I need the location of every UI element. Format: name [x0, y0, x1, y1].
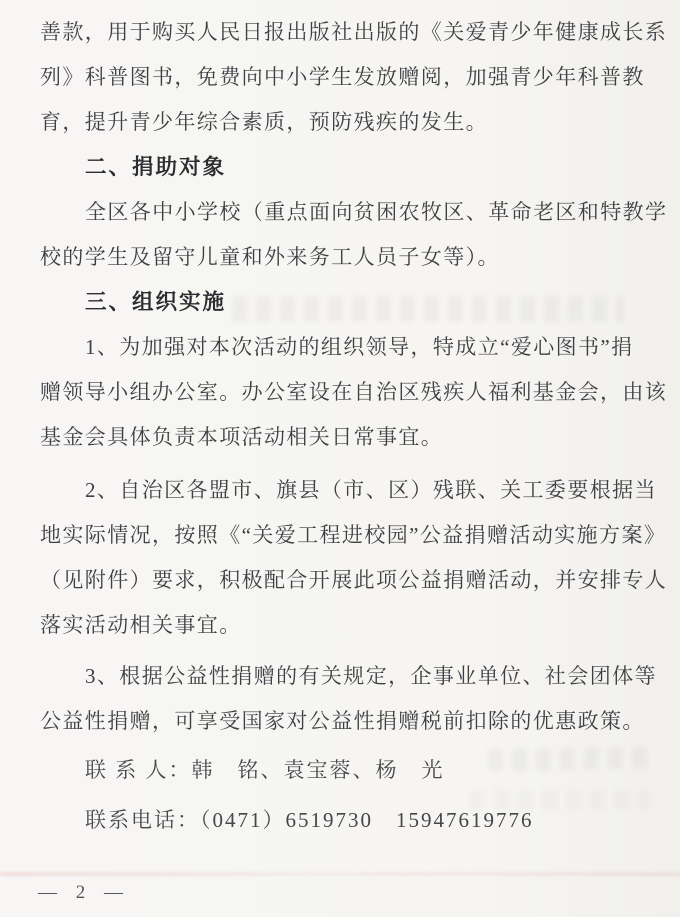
paragraph-line: 善款，用于购买人民日报出版社出版的《关爱青少年健康成长系 — [40, 19, 668, 44]
document-body — [40, 8, 668, 841]
section-heading-organization: 三、组织实施 — [85, 290, 227, 314]
paragraph-line: 落实活动相关事宜。 — [40, 612, 242, 637]
paragraph-line: 2、自治区各盟市、旗县（市、区）残联、关工委要根据当 — [85, 477, 657, 502]
paragraph-line: 校的学生及留守儿童和外来务工人员子女等）。 — [40, 244, 500, 269]
paragraph-line: 公益性捐赠，可享受国家对公益性捐赠税前扣除的优惠政策。 — [40, 708, 645, 733]
paragraph-line: 赠领导小组办公室。办公室设在自治区残疾人福利基金会，由该 — [40, 379, 668, 404]
paragraph-line: 育，提升青少年综合素质，预防残疾的发生。 — [40, 109, 488, 134]
contact-phone-line: 联系电话：（0471）6519730 15947619776 — [85, 807, 534, 832]
paragraph-line: 3、根据公益性捐赠的有关规定，企事业单位、社会团体等 — [85, 663, 657, 688]
contact-person-line: 联 系 人：韩 铭、袁宝蓉、杨 光 — [85, 757, 445, 782]
scan-streak-artifact — [0, 872, 680, 876]
paragraph-line: 全区各中小学校（重点面向贫困农牧区、革命老区和特教学 — [85, 199, 668, 224]
page-number: — 2 — — [38, 882, 130, 903]
paragraph-line: （见附件）要求，积极配合开展此项公益捐赠活动，并安排专人 — [40, 567, 668, 592]
paragraph-line: 基金会具体负责本项活动相关日常事宜。 — [40, 424, 444, 449]
paragraph-line: 1、为加强对本次活动的组织领导，特成立“爱心图书”捐 — [85, 334, 634, 359]
paragraph-line: 列》科普图书，免费向中小学生发放赠阅，加强青少年科普教 — [40, 64, 645, 89]
section-heading-donation-targets: 二、捐助对象 — [85, 155, 227, 179]
paragraph-line: 地实际情况，按照《“关爱工程进校园”公益捐赠活动实施方案》 — [40, 522, 667, 547]
